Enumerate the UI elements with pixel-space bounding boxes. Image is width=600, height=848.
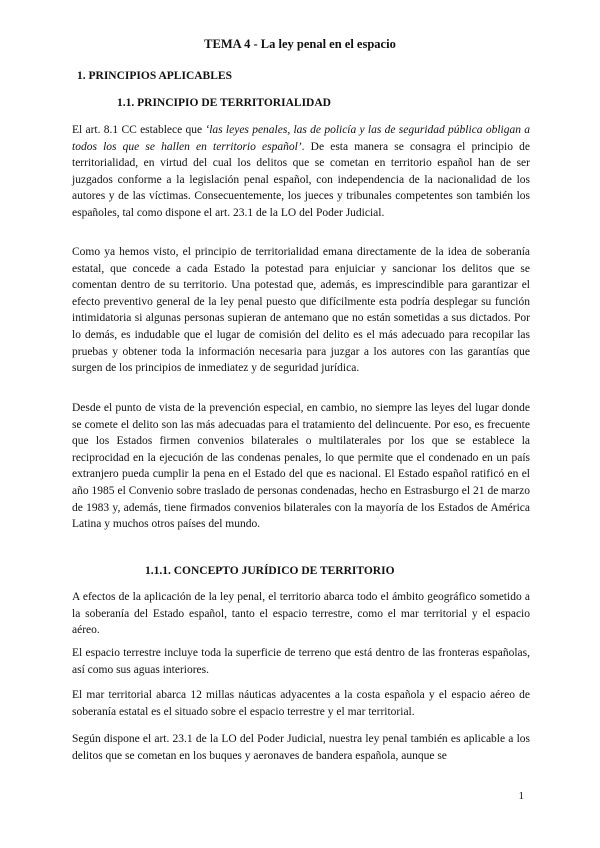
subsubsection-heading-concepto-territorio: 1.1.1. CONCEPTO JURÍDICO DE TERRITORIO <box>145 565 395 577</box>
paragraph-ambito-territorio: A efectos de la aplicación de la ley penal, el territorio abarca todo el ámbito geográfico sometido a la soberanía del Estado español, tanto el espacio terrestre, como el mar territorial y el espacio aéreo. <box>72 591 530 637</box>
paragraph-text: . De esta manera se consagra el principio de territorialidad, en virtud del cual los delitos que se cometan en territorio español han de ser juzgados conforme a la legislación penal español, con independencia de la nacionalidad de los autores y de las víctimas. Consecuentemente, los jueces y tribunales competentes son también los españoles, tal como dispone el art. 23.1 de la LO del Poder Judicial. <box>72 140 530 219</box>
paragraph-soberania: Como ya hemos visto, el principio de territorialidad emana directamente de la idea de soberanía estatal, que concede a cada Estado la potestad para enjuiciar y sancionar los delitos que se comentan dentro de su territorio. Una potestad que, además, es imprescindible para garantizar el efecto preventivo general de la ley penal puesto que difícilmente esta podría desplegar su función intimidatoria si algunas personas supieran de antemano que no están sometidas a sus dictados. Por lo demás, es indudable que el lugar de comisión del delito es el más adecuado para recopilar las pruebas y obtener toda la información necesaria para juzgar a los autores con las garantías que surgen de los principios de inmediatez y de seguridad jurídica. <box>72 246 530 375</box>
legal-quote: ‘las leyes penales, las de policía y las de seguridad pública obligan a todos los que se hallen en territorio español’ <box>72 124 531 153</box>
subsection-heading-territorialidad: 1.1. PRINCIPIO DE TERRITORIALIDAD <box>117 97 331 109</box>
paragraph-art-8-1 <box>72 122 530 222</box>
document-title: TEMA 4 - La ley penal en el espacio <box>204 37 396 51</box>
paragraph-buques-aeronaves: Según dispone el art. 23.1 de la LO del Poder Judicial, nuestra ley penal también es aplicable a los delitos que se cometan en los buques y aeronaves de bandera española, aunque se <box>72 733 530 762</box>
section-heading-principios: 1. PRINCIPIOS APLICABLES <box>77 70 232 82</box>
paragraph-mar-territorial: El mar territorial abarca 12 millas náuticas adyacentes a la costa española y el espacio aéreo de soberanía estatal es el situado sobre el espacio terrestre y el mar territorial. <box>72 689 530 718</box>
paragraph-prevencion-especial: Desde el punto de vista de la prevención especial, en cambio, no siempre las leyes del lugar donde se comete el delito son las más adecuadas para el tratamiento del delincuente. Por eso, es frecuente que los Estados firmen convenios bilaterales o multilaterales por los que se establece la reciprocidad en la ejecución de las condenas penales, lo que permite que el condenado en un país extranjero pueda cumplir la pena en el Estado del que es nacional. El Estado español ratificó en el año 1985 el Convenio sobre traslado de personas condenadas, hecho en Estrasburgo el 21 de marzo de 1983 y, además, tiene firmados convenios bilaterales con la mayoría de los Estados de América Latina y muchos otros países del mundo. <box>72 402 530 531</box>
paragraph-text: El art. 8.1 CC establece que <box>72 124 206 136</box>
paragraph-espacio-terrestre: El espacio terrestre incluye toda la superficie de terreno que está dentro de las fronteras españolas, así como sus aguas interiores. <box>72 647 530 676</box>
page-number: 1 <box>518 790 524 802</box>
